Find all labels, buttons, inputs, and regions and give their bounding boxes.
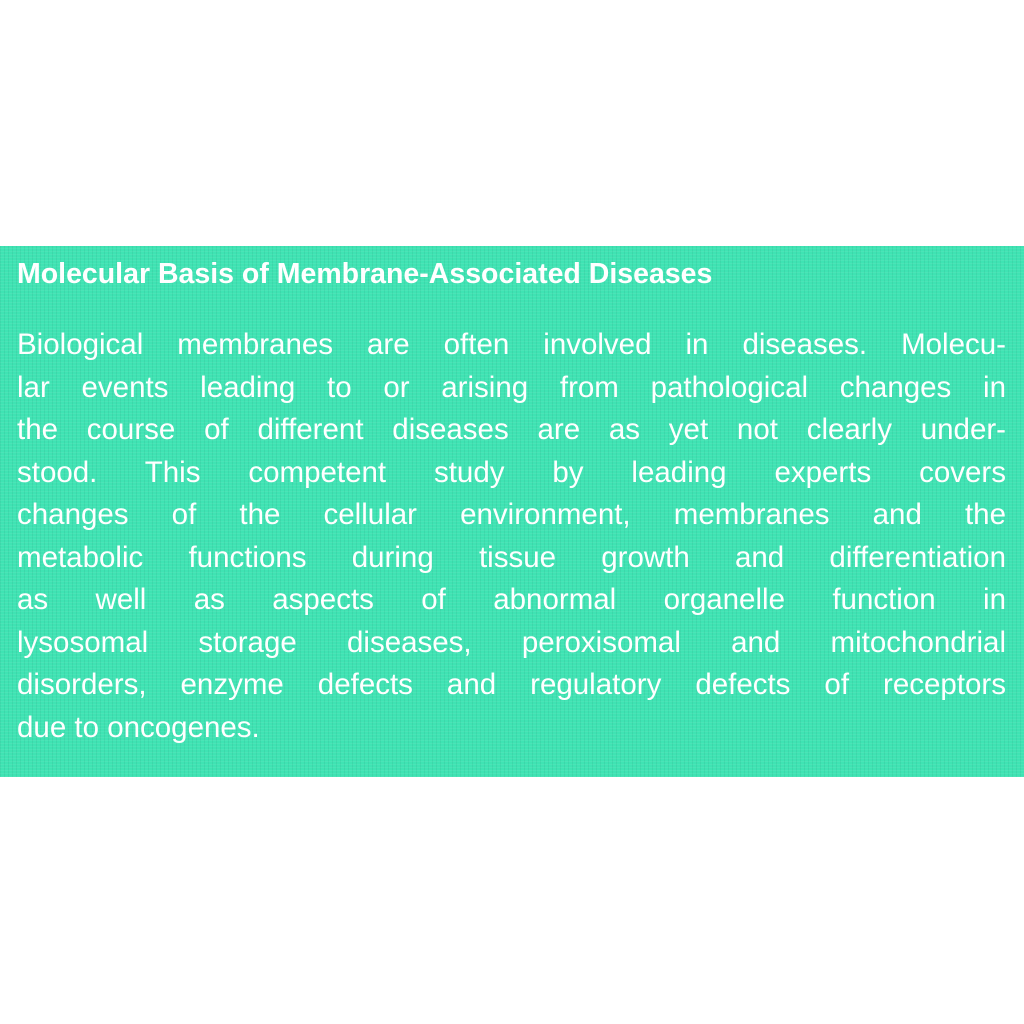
description-line: stood. This competent study by leading experts covers (17, 455, 1006, 489)
description-line: the course of different diseases are as yet not clearly under- (17, 413, 1006, 446)
description-line: disorders, enzyme defects and regulatory defects of receptors (17, 668, 1006, 701)
description-line: lar events leading to or arising from pathological changes in (17, 370, 1006, 404)
book-description (17, 324, 1006, 749)
book-title: Molecular Basis of Membrane-Associated Diseases (17, 258, 713, 290)
description-line: lysosomal storage diseases, peroxisomal and mitochondrial (17, 625, 1006, 659)
description-line: changes of the cellular environment, membranes and the (17, 498, 1006, 531)
description-line: as well as aspects of abnormal organelle function in (17, 583, 1006, 616)
description-line: Biological membranes are often involved in diseases. Molecu- (17, 328, 1006, 361)
description-line: metabolic functions during tissue growth and differentiation (17, 540, 1006, 574)
description-panel (0, 246, 1024, 777)
description-line: due to oncogenes. (17, 710, 260, 744)
